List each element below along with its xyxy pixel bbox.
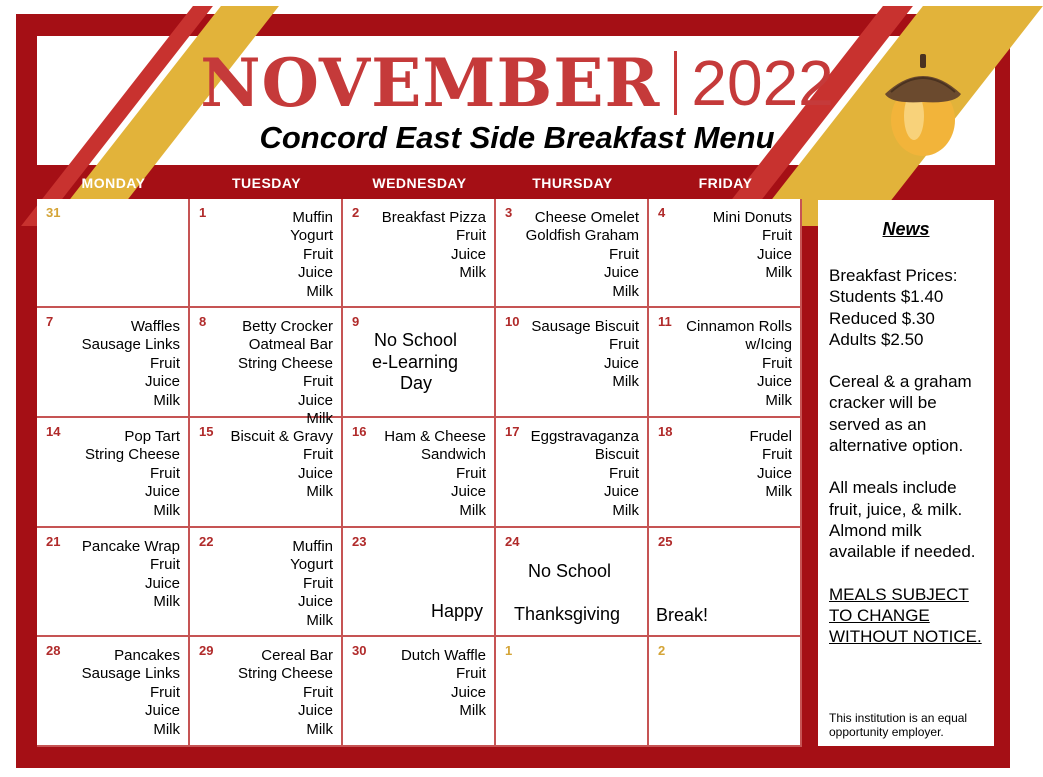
weekday-wednesday: WEDNESDAY: [372, 175, 467, 191]
news-title: News: [882, 219, 930, 239]
menu-item: Juice: [756, 245, 792, 263]
calendar-cell: [649, 199, 802, 308]
date-number: 24: [505, 534, 520, 549]
menu-item: Fruit: [456, 665, 486, 683]
date-number: 30: [352, 643, 367, 658]
date-number: 8: [199, 314, 207, 329]
menu-item: Milk: [459, 501, 486, 519]
happy-note: Happy: [431, 601, 484, 621]
title-divider: [674, 51, 677, 115]
menu-item: Cheese Omelet: [534, 209, 639, 226]
menu-item: Fruit: [150, 683, 180, 701]
date-number: 4: [658, 205, 666, 220]
date-number: 2: [352, 205, 360, 220]
title-year: 2022: [691, 47, 834, 119]
thanksgiving-no-school-note: No School: [528, 561, 612, 581]
calendar-cell: [649, 308, 802, 418]
weekday-header: [37, 170, 802, 196]
menu-item: Milk: [153, 391, 180, 409]
menu-item: Juice: [144, 373, 180, 391]
date-number: 25: [658, 534, 673, 549]
menu-item: Milk: [765, 483, 792, 501]
menu-item: w/Icing: [745, 336, 792, 354]
menu-item: Pancakes: [114, 647, 180, 664]
menu-item: Fruit: [609, 336, 639, 354]
menu-item: Fruit: [456, 227, 486, 245]
menu-item: Milk: [153, 593, 180, 611]
menu-item: Cereal Bar: [261, 647, 333, 664]
calendar-cell: [496, 308, 649, 418]
menu-item: Biscuit & Gravy: [230, 428, 333, 445]
menu-item: Milk: [306, 611, 333, 629]
menu-items: [686, 318, 792, 410]
calendar-cell: [649, 418, 802, 528]
menu-item: Yogurt: [290, 227, 333, 245]
menu-items: [713, 209, 792, 283]
calendar-cell: [496, 637, 649, 747]
menu-item: Juice: [756, 464, 792, 482]
news-price-adults: Adults $2.50: [829, 329, 924, 349]
menu-item: Fruit: [456, 464, 486, 482]
date-number: 9: [352, 314, 360, 329]
news-price-reduced: Reduced $.30: [829, 308, 935, 328]
menu-item: Breakfast Pizza: [381, 209, 486, 226]
menu-item: Pop Tart: [124, 428, 180, 445]
date-number: 10: [505, 314, 520, 329]
weekday-thursday: THURSDAY: [532, 175, 613, 191]
date-number: 28: [46, 643, 61, 658]
date-number: 31: [46, 205, 61, 220]
menu-item: Juice: [297, 464, 333, 482]
calendar-cell: [343, 637, 496, 747]
menu-item: Juice: [450, 245, 486, 263]
calendar-cell: [496, 199, 649, 308]
calendar-grid: [37, 199, 802, 747]
menu-item: Milk: [612, 501, 639, 519]
menu-item: Milk: [765, 264, 792, 282]
menu-items: [401, 647, 486, 721]
menu-item: Milk: [306, 410, 333, 428]
menu-item: Juice: [144, 702, 180, 720]
menu-item: Juice: [144, 574, 180, 592]
menu-item: Milk: [765, 391, 792, 409]
menu-item: Waffles: [130, 318, 180, 335]
menu-item: Fruit: [762, 227, 792, 245]
menu-item: Fruit: [303, 373, 333, 391]
date-number: 14: [46, 424, 61, 439]
menu-items: [382, 209, 486, 283]
menu-items: [290, 538, 333, 630]
menu-item: Juice: [450, 683, 486, 701]
calendar-cell: [343, 418, 496, 528]
menu-item: Milk: [306, 282, 333, 300]
no-school-note: No School: [374, 330, 458, 350]
calendar-cell: [37, 308, 190, 418]
menu-item: Sausage Links: [81, 665, 180, 683]
acorn-icon: [877, 50, 969, 160]
menu-items: [82, 538, 180, 612]
thanksgiving-note: Thanksgiving: [514, 604, 621, 624]
weekday-tuesday: TUESDAY: [231, 175, 302, 191]
date-number: 18: [658, 424, 673, 439]
page-subtitle: Concord East Side Breakfast Menu: [259, 120, 775, 155]
menu-item: Fruit: [150, 556, 180, 574]
menu-item: Betty Crocker: [242, 318, 333, 335]
date-number: 22: [199, 534, 214, 549]
menu-item: Eggstravaganza: [530, 428, 639, 445]
news-cereal-note: Cereal & a graham cracker will be served as an alternative option.: [829, 372, 972, 456]
menu-item: Milk: [306, 720, 333, 738]
date-number: 1: [505, 643, 513, 658]
date-number: 16: [352, 424, 367, 439]
menu-items: [384, 428, 486, 520]
menu-items: [531, 318, 639, 392]
calendar-cell: [496, 418, 649, 528]
calendar-cell: [190, 308, 343, 428]
calendar-cell: [190, 418, 343, 528]
menu-item: Mini Donuts: [712, 209, 792, 226]
calendar-cell: [649, 637, 802, 747]
menu-item: Biscuit: [594, 446, 639, 464]
menu-item: Fruit: [609, 464, 639, 482]
calendar-cell: [37, 637, 190, 747]
banner: [37, 36, 995, 165]
menu-item: String Cheese: [84, 446, 180, 464]
e-learning-note: e-Learning: [372, 352, 459, 372]
menu-item: Juice: [603, 264, 639, 282]
news-prices-heading: Breakfast Prices:: [829, 266, 958, 285]
date-number: 23: [352, 534, 367, 549]
menu-item: Juice: [603, 483, 639, 501]
menu-items: [85, 428, 180, 520]
menu-item: Milk: [153, 501, 180, 519]
menu-item: Cinnamon Rolls: [686, 318, 792, 335]
menu-item: String Cheese: [237, 354, 333, 372]
menu-items: [531, 428, 639, 520]
weekday-friday: FRIDAY: [698, 175, 753, 191]
menu-items: [230, 428, 333, 502]
news-panel: [818, 200, 994, 746]
weekday-monday: MONDAY: [81, 175, 146, 191]
menu-item: Dutch Waffle: [400, 647, 486, 664]
menu-items: [82, 318, 180, 410]
menu-items: [749, 428, 792, 502]
menu-item: Goldfish Graham: [525, 227, 639, 245]
menu-item: Fruit: [762, 354, 792, 372]
calendar-cell: [190, 528, 343, 637]
news-body: [829, 265, 989, 668]
menu-item: Milk: [459, 264, 486, 282]
menu-item: Juice: [297, 593, 333, 611]
menu-item: Juice: [297, 702, 333, 720]
menu-item: Milk: [459, 702, 486, 720]
menu-item: Sausage Biscuit: [531, 318, 639, 335]
menu-item: Fruit: [303, 574, 333, 592]
menu-item: Muffin: [292, 209, 333, 226]
menu-items: [82, 647, 180, 739]
news-notice: MEALS SUBJECT TO CHANGE WITHOUT NOTICE.: [829, 584, 982, 647]
date-number: 11: [658, 314, 672, 329]
calendar-cell: [343, 199, 496, 308]
menu-item: Fruit: [150, 354, 180, 372]
menu-items: [290, 209, 333, 301]
news-meals-note: All meals include fruit, juice, & milk. Almond milk available if needed.: [829, 478, 976, 562]
day-note: Day: [400, 373, 433, 393]
calendar-cell: [37, 199, 190, 308]
menu-items: [526, 209, 639, 301]
menu-items: [238, 647, 333, 739]
menu-item: Juice: [603, 354, 639, 372]
date-number: 7: [46, 314, 54, 329]
menu-item: Juice: [297, 391, 333, 409]
calendar-cell: [190, 637, 343, 747]
page-title: [187, 44, 847, 122]
date-number: 1: [199, 205, 207, 220]
menu-item: String Cheese: [237, 665, 333, 683]
menu-item: Milk: [306, 483, 333, 501]
date-number: 3: [505, 205, 513, 220]
menu-item: Juice: [297, 264, 333, 282]
date-number: 17: [505, 424, 520, 439]
date-number: 29: [199, 643, 214, 658]
menu-items: [238, 318, 333, 428]
menu-item: Fruit: [609, 245, 639, 263]
menu-item: Milk: [612, 282, 639, 300]
menu-item: Juice: [756, 373, 792, 391]
menu-item: Fruit: [303, 683, 333, 701]
calendar-cell: [37, 418, 190, 528]
menu-item: Sausage Links: [81, 336, 180, 354]
menu-item: Frudel: [749, 428, 792, 445]
menu-item: Yogurt: [290, 556, 333, 574]
news-footer: This institution is an equal opportunity employer.: [829, 711, 968, 739]
menu-item: Fruit: [303, 245, 333, 263]
menu-item: Oatmeal Bar: [248, 336, 333, 354]
menu-item: Muffin: [292, 538, 333, 555]
menu-item: Fruit: [303, 446, 333, 464]
menu-item: Juice: [450, 483, 486, 501]
menu-item: Fruit: [150, 464, 180, 482]
menu-item: Fruit: [762, 446, 792, 464]
date-number: 21: [46, 534, 61, 549]
title-month: NOVEMBER: [200, 44, 661, 122]
menu-item: Pancake Wrap: [81, 538, 180, 555]
news-price-students: Students $1.40: [829, 287, 944, 307]
date-number: 2: [658, 643, 666, 658]
menu-item: Milk: [612, 373, 639, 391]
calendar-cell: [190, 199, 343, 308]
break-note: Break!: [656, 605, 709, 625]
menu-item: Milk: [153, 720, 180, 738]
date-number: 15: [199, 424, 214, 439]
menu-item: Sandwich: [420, 446, 486, 464]
menu-item: Juice: [144, 483, 180, 501]
calendar-cell: [37, 528, 190, 637]
menu-item: Ham & Cheese: [384, 428, 486, 445]
